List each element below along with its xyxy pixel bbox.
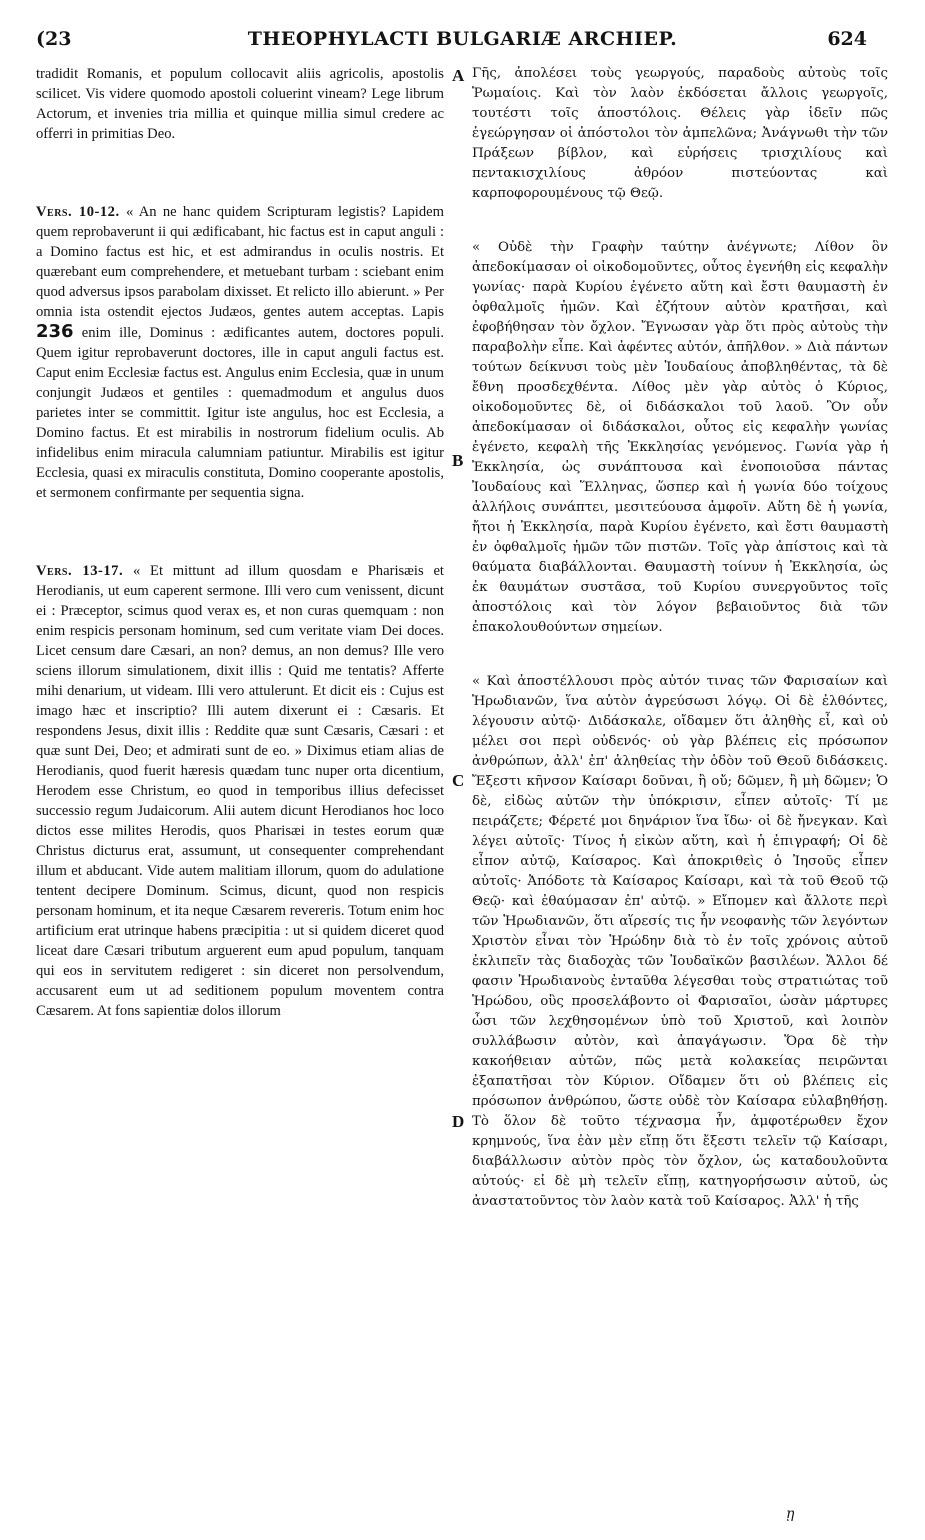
latin-paragraph-3	[36, 561, 444, 1021]
latin-text: « Et mittunt ad illum quosdam e Pharisæis et Herodianis, ut eum caperent sermone. Illi vero cum venissent, dicunt ei : Præceptor, scimus quod verax es, et non curas quemquam : non enim respicis personam hominum, sed cum veritate viam Dei doces. Licet censum dare Cæsari, an non? demus, an non demus? Ille vero sciens illorum simulationem, dixit illis : Quid me tentatis? Afferte mihi denarium, ut videam. Illi vero attulerunt. Et dicit eis : Cujus est imago hæc et inscriptio? Illi autem dixerunt ei : Cæsaris. Et respondens Jesus, dixit illis : Reddite quæ sunt Cæsaris, Cæsari : et quæ sunt Dei, Deo; et admirati sunt de eo. » Diximus etiam alias de Herodianis, quod fuerit hæresis quædam tunc nuper orta dicentium, Herodem esse Christum, eo quod in temporibus illius defecisset successio regum Judaicorum. Alii autem dicunt Herodianos hoc loco dictos esse milites Herodis, quos Pharisæi in testes eorum quæ Christus dicturus erat, assumunt, ut consequenter comprehendant illum et abducant. Vide autem malitiam illorum, quom do adulatione tentent decipere Dominum. Scimus, dicunt, quod non respicis personam hominum, et ita neque Cæsarem revereris. Totum enim hoc artificium erat utrinque habens præcipitia : ut si quidem diceret quod liceat dare Cæsari tributum arguerent eum apud populum, tanquam qui eos in servitutem redigeret : sin diceret non persolvendum, accusarent eum ut ad seditionem populum moventem contra Cæsarem. At fons sapientiæ dolos illorum	[36, 563, 444, 1019]
paragraph-spacer	[472, 638, 888, 672]
greek-paragraph-2: « Οὐδὲ τὴν Γραφὴν ταύτην ἀνέγνωτε; Λίθον ὃν ἀπεδοκίμασαν οἱ οἰκοδομοῦντες, οὗτος ἐγενήθη εἰς κεφαλὴν γωνίας· παρὰ Κυρίου ἐγένετο αὕτη καὶ ἔστι θαυμαστὴ ἐν ὀφθαλμοῖς ἡμῶν. Καὶ ἐζήτουν αὐτὸν κρατῆσαι, καὶ ἐφοβήθησαν τὸν ὄχλον. Ἔγνωσαν γὰρ ὅτι πρὸς αὐτοὺς τὴν παραβολὴν εἶπε. Καὶ ἀφέντες αὐτόν, ἀπῆλθον. » Διὰ πάντων τούτων δείκνυσι τοὺς μὲν Ἰουδαίους ἀποβληθέντας, τὰ δὲ ἔθνη προσδεχθέντα. Λίθος μὲν γὰρ αὐτὸς ὁ Κύριος, οἰκοδομοῦντες δὲ, οἱ διδάσκαλοι τοῦ λαοῦ. Ὃν οὖν ἀπεδοκίμασαν οἱ διδάσκαλοι, οὗτος εἰς κεφαλὴν γωνίας ἐγένετο, κεφαλὴ τῆς Ἐκκλησίας γενόμενος. Γωνία γὰρ ἡ Ἐκκλησία, ὡς συνάπτουσα καὶ ἑνοποιοῦσα πάντας Ἰουδαίους καὶ Ἕλληνας, ὥσπερ καὶ ἡ γωνία δύο τοίχους ἀλλήλοις συνάπτει, μεσιτεύουσα ἀμφοῖν. Αὕτη δὲ ἡ γωνία, ἤτοι ἡ Ἐκκλησία, παρὰ Κυρίου ἐγένετο, καὶ ἔστι θαυμαστὴ ἐν ὀφθαλμοῖς ἡμῶν τῶν πιστῶν. Τοῖς γὰρ ἀπίστοις καὶ τὰ θαύματα διαβάλλονται. Θαυμαστὴ τοίνυν ἡ Ἐκκλησία, ὡς ἐκ θαυμάτων συστᾶσα, τοῦ Κυρίου συνεργοῦντος τοῖς ἀποστόλοις καὶ τὸν λόγον βεβαιοῦντος διὰ τῶν ἐπακολουθούντων σημείων.	[472, 240, 888, 635]
running-title: THEOPHYLACTI BULGARIÆ ARCHIEP.	[247, 28, 678, 50]
right-column-number: 624	[827, 28, 867, 50]
paragraph-spacer	[36, 144, 444, 202]
left-column-number: (23	[36, 28, 72, 50]
paragraph-spacer	[36, 503, 444, 561]
latin-paragraph-2	[36, 202, 444, 503]
margin-marker-d: D	[452, 1112, 465, 1131]
latin-text: « An ne hanc quidem Scripturam legistis? Lapidem quem reprobaverunt ii qui ædificabant, hic factus est in caput anguli : a Domino factus est hic, et est admirandus in oculis nostris. Et quærebant eum comprehendere, et metuebant turbam : sciebant enim quod adversus ipsos parabolam dixisset. Et relicto illo abierunt. » Per omnia ista ostendit ejectos Judæos, gentes autem acceptas. Lapis	[36, 204, 444, 320]
footer-mark: ῃ	[786, 1506, 795, 1522]
margin-marker-c: C	[452, 771, 465, 790]
page-marker: 236	[36, 321, 74, 342]
margin-marker-b: B	[452, 451, 464, 470]
page-header	[0, 28, 925, 56]
greek-paragraph-3: « Καὶ ἀποστέλλουσι πρὸς αὐτόν τινας τῶν Φαρισαίων καὶ Ἡρωδιανῶν, ἵνα αὐτὸν ἀγρεύσωσι λόγῳ. Οἱ δὲ ἐλθόντες, λέγουσιν αὐτῷ· Διδάσκαλε, οἴδαμεν ὅτι ἀληθὴς εἶ, καὶ οὐ μέλει σοι περὶ οὐδενός· οὐ γὰρ βλέπεις εἰς πρόσωπον ἀνθρώπων, ἀλλ' ἐπ' ἀληθείας τὴν ὁδὸν τοῦ Θεοῦ διδάσκεις. Ἔξεστι κῆνσον Καίσαρι δοῦναι, ἢ οὔ; δῶμεν, ἢ μὴ δῶμεν; Ὁ δὲ, εἰδὼς αὐτῶν τὴν ὑπόκρισιν, εἶπεν αὐτοῖς· Τί με πειράζετε; Φέρετέ μοι δηνάριον ἵνα ἴδω· οἱ δὲ ἤνεγκαν. Καὶ λέγει αὐτοῖς· Τίνος ἡ εἰκὼν αὕτη, καὶ ἡ ἐπιγραφή; Οἱ δὲ εἶπον αὐτῷ, Καίσαρος. Καὶ ἀποκριθεὶς ὁ Ἰησοῦς εἶπεν αὐτοῖς· Ἀπόδοτε τὰ Καίσαρος Καίσαρι, καὶ τὰ τοῦ Θεοῦ τῷ Θεῷ· καὶ ἐθαύμασαν ἐπ' αὐτῷ. » Εἴπομεν καὶ ἄλλοτε περὶ τῶν Ἡρωδιανῶν, ὅτι αἵρεσίς τις ἦν νεοφανὴς τῶν λεγόντων Χριστὸν εἶναι τὸν Ἡρώδην διὰ τὸ ἐν τοῖς χρόνοις αὐτοῦ ἐκλιπεῖν τὰς διαδοχὰς τῶν Ἰουδαϊκῶν βασιλέων. Ἄλλοι δέ φασιν Ἡρωδιανοὺς ἐνταῦθα λέγεσθαι τοὺς στρατιώτας τοῦ Ἡρώδου, οὓς προσελάβοντο οἱ Φαρισαῖοι, ὡσὰν μάρτυρες ὦσι τῶν λεχθησομένων ὑπὸ τοῦ Χριστοῦ, καὶ λοιπὸν συλλάβωσιν αὐτὸν, καὶ ἀπαγάγωσιν. Ὅρα δὲ τὴν κακοήθειαν αὐτῶν, πῶς μετὰ κολακείας πειρῶνται ἐξαπατῆσαι τὸν Κύριον. Οἴδαμεν ὅτι οὐ βλέπεις εἰς πρόσωπον ἀνθρώπου, ὥστε οὐδὲ τὸν Καίσαρα εὐλαβηθήσῃ. Τὸ ὅλον δὲ τοῦτο τέχνασμα ἦν, ἀμφοτέρωθεν ἔχον κρημνούς, ἵνα ἐὰν μὲν εἴπῃ ὅτι ἔξεστι τελεῖν τῷ Καίσαρι, διαβάλλωσιν αὐτὸν πρὸς τὸν ὄχλον, ὡς καταδουλοῦντα αὐτούς· εἰ δὲ μὴ τελεῖν εἴπῃ, κατηγορήσωσιν αὐτοῦ, ὡς ἀναστατοῦντος τὸν λαὸν κατὰ τοῦ Καίσαρος. Ἀλλ' ἡ τῆς	[472, 674, 888, 1209]
verse-label: Vers. 13-17.	[36, 563, 124, 579]
verse-label: Vers. 10-12.	[36, 204, 120, 220]
latin-text: enim ille, Dominus : ædificantes autem, doctores populi. Quem igitur reprobaverunt doctores, ille in caput anguli factus est. Caput enim Ecclesiæ factus est. Angulus enim Ecclesia, quæ in unum conjungit Judæos et gentiles : quemadmodum et angulus duos parietes inter se committit. Igitur iste angulus, hoc est Ecclesia, a Domino factus. Et est mirabilis in nostrorum fidelium oculis. Ab infidelibus enim miracula calumniam patiuntur. Mirabilis est igitur Ecclesia, quasi ex miraculis constituta, Domino cooperante apostolis, et sermonem confirmante per sequentia signa.	[36, 325, 444, 501]
margin-marker-a: A	[452, 66, 465, 85]
latin-paragraph-1: tradidit Romanis, et populum collocavit aliis agricolis, apostolis scilicet. Vis videre quomodo apostoli coluerint vineam? Lege librum Actorum, et invenies tria millia et quinque millia simul credere ac offerri in primitias Deo.	[36, 66, 444, 142]
greek-paragraph-1: Γῆς, ἀπολέσει τοὺς γεωργούς, παραδοὺς αὐτοὺς τοῖς Ῥωμαίοις. Καὶ τὸν λαὸν ἐκδόσεται ἄλλοις γεωργοῖς, τουτέστι τοῖς ἀποστόλοις. Θέλεις γὰρ ἰδεῖν πῶς ἐγεώργησαν οἱ ἀπόστολοι τὸν ἀμπελῶνα; Ἀνάγνωθι τὴν τῶν Πράξεων βίβλον, καὶ εὑρήσεις τρισχιλίους καὶ πεντακισχιλίους ἀθρόον πιστεύοντας καὶ καρποφορουμένους τῷ Θεῷ.	[472, 66, 888, 201]
greek-column	[472, 64, 888, 1212]
latin-column	[36, 64, 444, 1021]
paragraph-spacer	[472, 204, 888, 238]
